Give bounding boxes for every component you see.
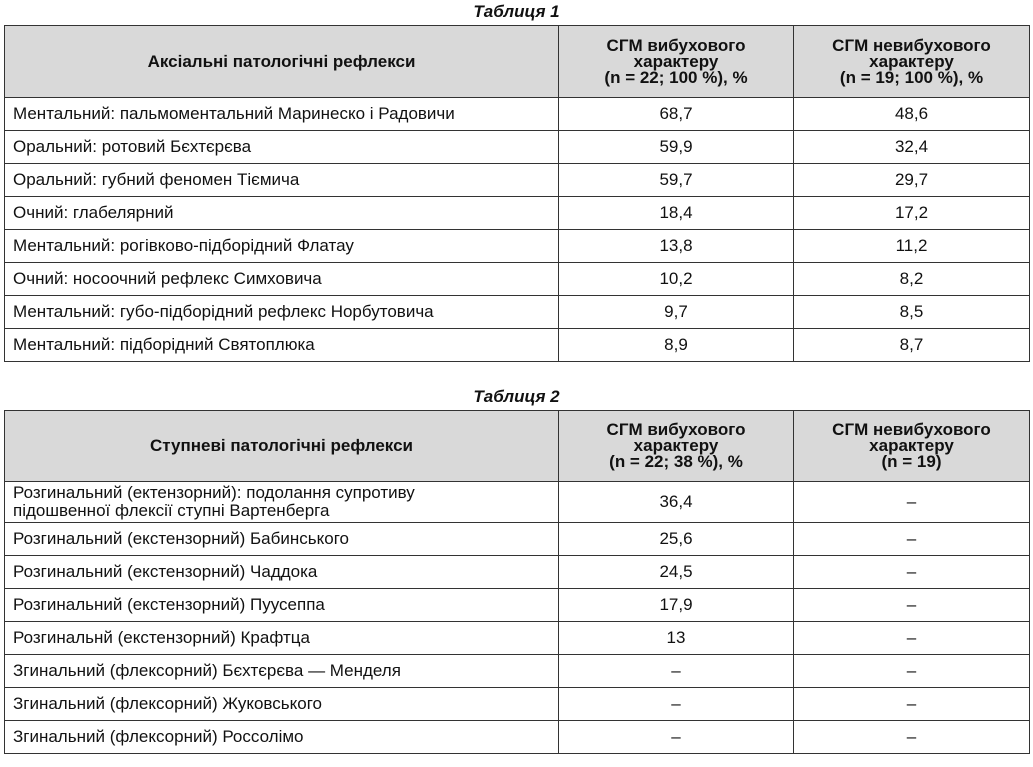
value-cell: 68,7 [559,98,794,131]
value-cell: 13,8 [559,230,794,263]
header-cell: СГМ вибухового характеру (n = 22; 38 %), % [559,411,794,482]
row-label: Очний: носоочний рефлекс Симховича [5,263,559,296]
value-cell: 13 [559,622,794,655]
value-cell: 36,4 [559,482,794,523]
value-cell: 8,7 [794,329,1030,362]
value-cell: 59,9 [559,131,794,164]
table-row [5,230,1030,263]
row-label: Розгинальний (ектензорний): подолання супротиву підошвенної флексії ступні Вартенберга [5,482,559,523]
value-cell: 25,6 [559,523,794,556]
table-row [5,482,1030,523]
value-cell: 18,4 [559,197,794,230]
table-row [5,655,1030,688]
value-cell: 8,9 [559,329,794,362]
row-label: Згинальний (флексорний) Россолімо [5,721,559,754]
row-label: Розгинальнй (екстензорний) Крафтца [5,622,559,655]
table-1 [4,25,1030,362]
value-cell: 24,5 [559,556,794,589]
row-label: Ментальний: пальмоментальний Маринеско і Радовичи [5,98,559,131]
table-row [5,688,1030,721]
value-cell: – [794,655,1030,688]
value-cell: 11,2 [794,230,1030,263]
value-cell: – [559,688,794,721]
value-cell: – [559,721,794,754]
row-label: Ментальний: підборідний Святоплюка [5,329,559,362]
row-label: Розгинальний (екстензорний) Пуусеппа [5,589,559,622]
row-label: Ментальний: губо-підборідний рефлекс Норбутовича [5,296,559,329]
value-cell: 10,2 [559,263,794,296]
table-row [5,197,1030,230]
header-cell: Ступневі патологічні рефлекси [5,411,559,482]
table-row [5,589,1030,622]
value-cell: 17,2 [794,197,1030,230]
table-2 [4,410,1030,754]
value-cell: 8,2 [794,263,1030,296]
value-cell: – [794,688,1030,721]
table-row [5,263,1030,296]
table-row [5,131,1030,164]
table-row [5,556,1030,589]
value-cell: 8,5 [794,296,1030,329]
table-row [5,296,1030,329]
header-cell: СГМ невибухового характеру (n = 19; 100 %), % [794,26,1030,98]
row-label: Ментальний: рогівково-підборідний Флатау [5,230,559,263]
table-row [5,523,1030,556]
value-cell: 32,4 [794,131,1030,164]
row-label: Оральний: губний феномен Тіємича [5,164,559,197]
header-cell: СГМ невибухового характеру (n = 19) [794,411,1030,482]
table-row [5,98,1030,131]
table1-caption: Таблиця 1 [473,2,560,21]
value-cell: – [794,523,1030,556]
row-label: Очний: глабелярний [5,197,559,230]
value-cell: – [794,589,1030,622]
value-cell: – [794,721,1030,754]
table-row [5,721,1030,754]
table-2-header [5,411,1030,482]
row-label: Згинальний (флексорний) Бєхтєрєва — Менделя [5,655,559,688]
value-cell: – [794,556,1030,589]
value-cell: 29,7 [794,164,1030,197]
value-cell: 48,6 [794,98,1030,131]
header-cell: Аксіальні патологічні рефлекси [5,26,559,98]
table-row [5,329,1030,362]
value-cell: 59,7 [559,164,794,197]
value-cell: 17,9 [559,589,794,622]
row-label: Розгинальний (екстензорний) Бабинського [5,523,559,556]
table-row [5,164,1030,197]
header-cell: СГМ вибухового характеру (n = 22; 100 %), % [559,26,794,98]
value-cell: – [559,655,794,688]
value-cell: 9,7 [559,296,794,329]
table2-caption: Таблиця 2 [473,387,560,406]
table-row [5,622,1030,655]
row-label: Згинальний (флексорний) Жуковського [5,688,559,721]
value-cell: – [794,622,1030,655]
value-cell: – [794,482,1030,523]
row-label: Оральний: ротовий Бєхтєрєва [5,131,559,164]
row-label: Розгинальний (екстензорний) Чаддока [5,556,559,589]
table-1-header [5,26,1030,98]
